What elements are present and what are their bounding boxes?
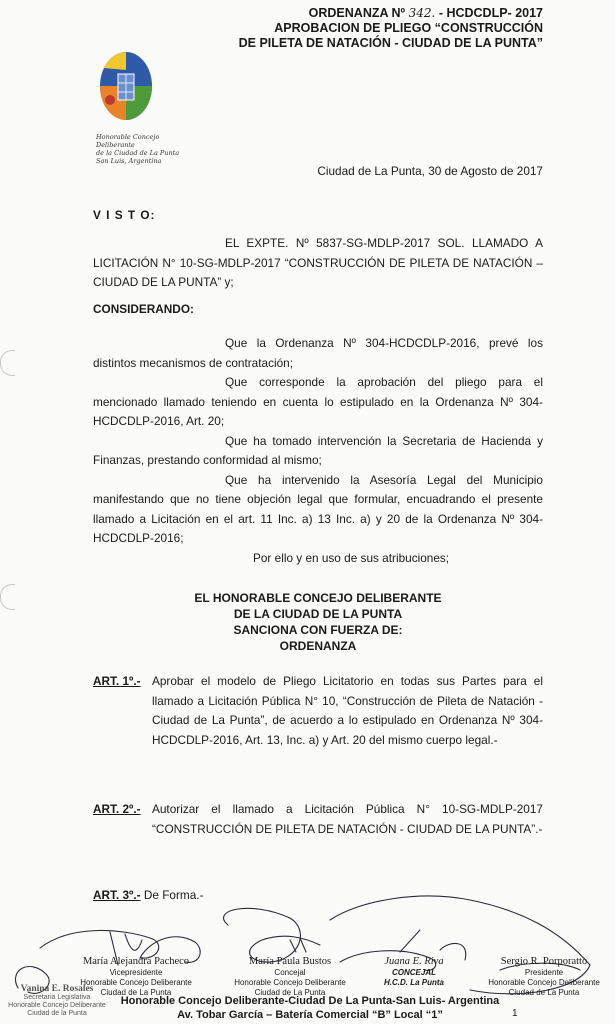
- article-3-label: ART. 3º.-: [93, 888, 141, 902]
- signature-organization: Honorable Concejo Deliberante: [488, 978, 600, 987]
- council-emblem-icon: [96, 48, 156, 124]
- ordinance-number-line: [239, 6, 543, 21]
- signature-city: Ciudad de La Punta: [508, 988, 580, 997]
- sanciona-line-3: SANCIONA CON FUERZA DE:: [233, 623, 403, 637]
- article-1: [93, 672, 543, 750]
- signature-organization: H.C.D. La Punta: [383, 978, 444, 987]
- signature-title: Presidente: [524, 968, 564, 977]
- article-2-text: Autorizar el llamado a Licitación Pública N° 10-SG-MDLP-2017 “CONSTRUCCIÓN DE PILETA DE NATACIÓN - CIUDAD DE LA PUNTA”.-: [152, 802, 543, 836]
- ordinance-suffix: - HCDCDLP- 2017: [438, 6, 543, 20]
- sanciona-line-2: DE LA CIUDAD DE LA PUNTA: [233, 607, 403, 621]
- considerando-paragraph-5: Por ello y en uso de sus atribuciones;: [253, 550, 450, 565]
- sanciona-block: [93, 590, 543, 654]
- sanciona-line-4: ORDENANZA: [279, 639, 357, 653]
- page-number: 1: [512, 1008, 518, 1019]
- logo-caption-line-1: Honorable Concejo Deliberante: [96, 133, 160, 149]
- signature-title: CONCEJAL: [391, 968, 436, 977]
- ordinance-prefix: ORDENANZA Nº: [308, 6, 406, 20]
- signature-title: Secretaria Legislativa: [23, 994, 91, 1001]
- footer-address-line-1: Honorable Concejo Deliberante-Ciudad De La Punta-San Luis- Argentina: [120, 995, 500, 1007]
- considerando-paragraph-2: Que corresponde la aprobación del pliego para el mencionado llamado teniendo en cuenta lo estipulado en la Ordenanza Nº 304-HCDCDLP-2016, Art. 20;: [93, 375, 543, 428]
- signature-organization: Honorable Concejo Deliberante: [234, 978, 346, 987]
- signature-city: Ciudad de La Punta: [254, 988, 326, 997]
- signature-bustos: [232, 956, 348, 998]
- document-date: Ciudad de La Punta, 30 de Agosto de 2017: [317, 164, 543, 178]
- ordinance-title-line-2: DE PILETA DE NATACIÓN - CIUDAD DE LA PUNTA”: [238, 36, 543, 50]
- considerando-paragraph-4: Que ha intervenido la Asesoría Legal del Municipio manifestando que no tiene objeción legal que formular, encuadrando el presente llamado a Licitación en el art. 11 Inc. a) 13 Inc. a) y 20 de la Ordenanza Nº 304-HCDCDLP-2016;: [93, 472, 543, 545]
- considerando-paragraph-3: Que ha tomado intervención la Secretaria de Hacienda y Finanzas, prestando conformidad al mismo;: [93, 433, 543, 467]
- signature-organization: Honorable Concejo Deliberante: [80, 978, 192, 987]
- punch-hole-bottom: [0, 584, 15, 610]
- signature-title: Concejal: [274, 968, 306, 977]
- logo-caption-line-3: San Luis, Argentina: [96, 157, 162, 165]
- signature-name: Sergio R. Porporatto: [500, 956, 588, 967]
- logo-caption-line-2: de la Ciudad de La Punta: [96, 149, 180, 157]
- signature-city: Ciudad de la Punta: [27, 1010, 87, 1017]
- document-footer: [100, 994, 520, 1022]
- signature-name: María Alejandra Pacheco: [82, 956, 190, 967]
- signature-name: Vanina E. Rosales: [20, 984, 94, 994]
- sanciona-line-1: EL HONORABLE CONCEJO DELIBERANTE: [194, 591, 442, 605]
- punch-hole-top: [0, 350, 15, 376]
- article-2: [93, 800, 543, 839]
- signature-title: Vicepresidente: [109, 968, 163, 977]
- signature-riva: [364, 956, 464, 988]
- considerando-paragraph-1: Que la Ordenanza Nº 304-HCDCDLP-2016, prevé los distintos mecanismos de contratación;: [93, 336, 543, 370]
- signature-city: Ciudad de La Punta: [100, 988, 172, 997]
- logo-caption: [96, 133, 186, 165]
- article-2-label: ART. 2º.-: [93, 802, 141, 816]
- signature-name: María Paula Bustos: [248, 956, 332, 967]
- signature-rosales: [2, 984, 112, 1018]
- article-1-text: Aprobar el modelo de Pliego Licitatorio en todas sus Partes para el llamado a Licitación Pública N° 10, “Construcción de Pileta de Natación - Ciudad de La Punta”, de acuerdo a lo estipulado en Ordenanza Nº 304-HCDCDLP-2016, Art. 13, Inc. a) y Art. 20 del mismo cuerpo legal.-: [152, 674, 543, 747]
- considerando-heading: CONSIDERANDO:: [93, 302, 194, 316]
- signature-name: Juana E. Riva: [384, 956, 444, 967]
- ordinance-header: [239, 6, 543, 51]
- ordinance-title-line-1: APROBACION DE PLIEGO “CONSTRUCCIÓN: [274, 21, 543, 35]
- visto-text: EL EXPTE. Nº 5837-SG-MDLP-2017 SOL. LLAMADO A LICITACIÓN N° 10-SG-MDLP-2017 “CONSTRUCCIÓN DE PILETA DE NATACIÓN – CIUDAD DE LA PUNTA” y;: [93, 236, 543, 289]
- signature-organization: Honorable Concejo Deliberante: [8, 1002, 106, 1009]
- ordinance-number: 342.: [408, 6, 436, 20]
- footer-address-line-2: Av. Tobar García – Batería Comercial “B” Local “1”: [177, 1009, 443, 1021]
- council-logo: [96, 48, 180, 165]
- article-3-text: De Forma.-: [143, 888, 204, 902]
- considerando-body: [93, 334, 543, 568]
- article-1-label: ART. 1º.-: [93, 674, 141, 688]
- signature-porporatto: [484, 956, 604, 998]
- visto-heading: V I S T O:: [93, 208, 156, 222]
